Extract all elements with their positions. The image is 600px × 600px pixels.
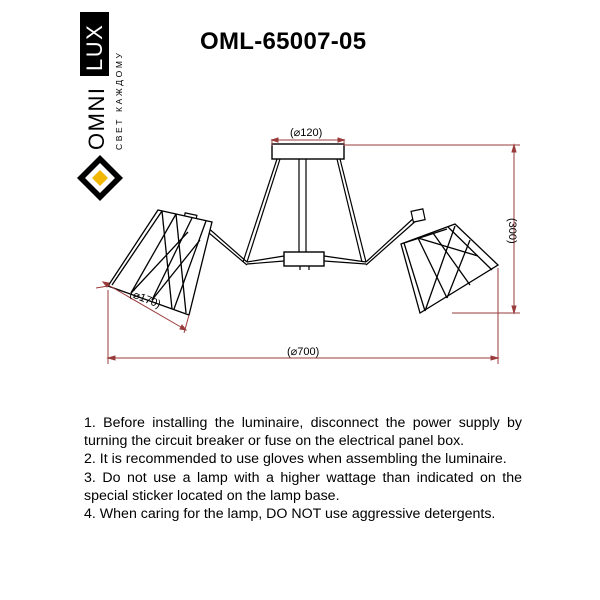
brand-tagline: СВЕТ КАЖДОМУ [114, 50, 124, 150]
dim-height-label: (300) [506, 218, 518, 244]
instruction-item-2: 2. It is recommended to use gloves when assembling the luminaire. [84, 451, 507, 468]
side-struts [243, 159, 366, 262]
right-socket [411, 209, 425, 222]
model-title: OML-65007-05 [200, 28, 367, 55]
right-arm [324, 216, 418, 265]
instruction-item-3: 3. Do not use a lamp with a higher wattage than indicated on the special sticker located on the lamp base. [84, 469, 522, 504]
dim-canopy-label: (⌀120) [290, 127, 323, 139]
omnilux-logo [77, 12, 124, 201]
center-stem [299, 159, 306, 252]
instructions-list [84, 414, 522, 523]
brand-name-lux: LUX [82, 23, 107, 71]
brand-name-omni: OMNI [84, 86, 109, 150]
canopy [272, 144, 344, 159]
dim-shade-label: (⌀170) [127, 287, 163, 311]
hub [284, 252, 324, 266]
dim-span-label: (⌀700) [287, 346, 320, 358]
instruction-item-4: 4. When caring for the lamp, DO NOT use aggressive detergents. [84, 506, 496, 523]
lamp-drawing [108, 144, 498, 315]
right-shade [401, 224, 498, 313]
instruction-item-1: 1. Before installing the luminaire, disconnect the power supply by turning the circuit breaker or fuse on the electrical panel box. [84, 415, 522, 450]
diamond-logo-icon [77, 155, 123, 201]
